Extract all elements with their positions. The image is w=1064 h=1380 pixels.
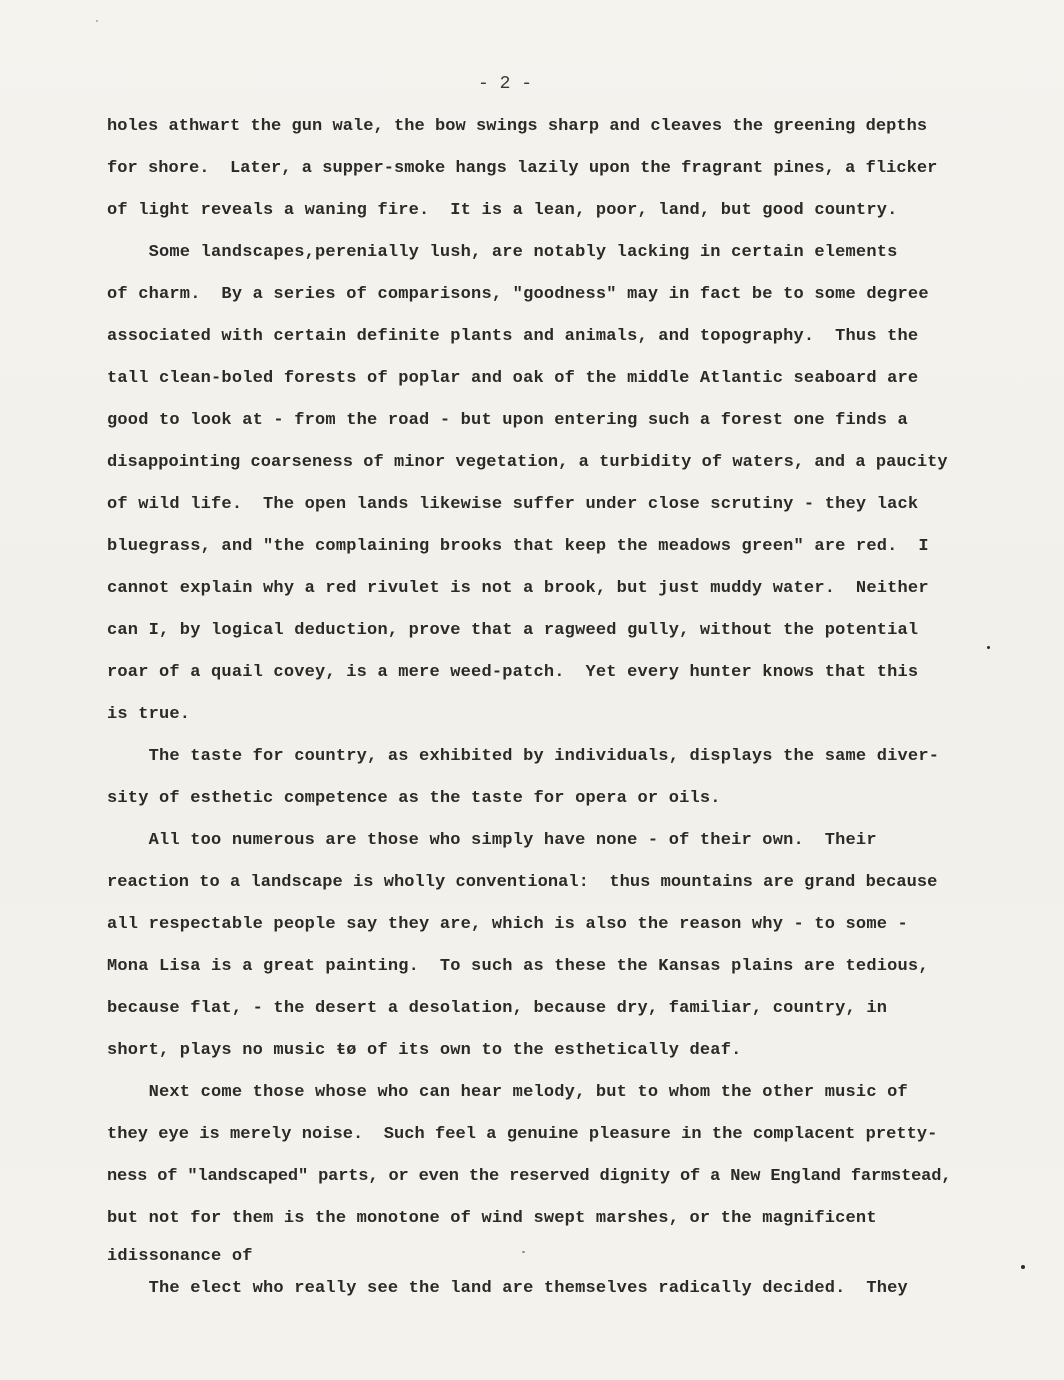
text-line: they eye is merely noise. Such feel a genuine pleasure in the complacent pretty- — [107, 1125, 938, 1144]
text-line: All too numerous are those who simply have none - of their own. Their — [107, 831, 877, 850]
text-line: associated with certain definite plants and animals, and topography. Thus the — [107, 327, 919, 346]
text-line: sity of esthetic competence as the taste for opera or oils. — [107, 789, 721, 808]
text-line: The elect who really see the land are themselves radically decided. They — [107, 1279, 908, 1298]
text-line: roar of a quail covey, is a mere weed-patch. Yet every hunter knows that this — [107, 663, 919, 682]
text-line: but not for them is the monotone of wind swept marshes, or the magnificent — [107, 1209, 877, 1228]
text-line: bluegrass, and "the complaining brooks that keep the meadows green" are red. I — [107, 537, 929, 556]
text-line: holes athwart the gun wale, the bow swings sharp and cleaves the greening depths — [107, 117, 928, 136]
text-line: of light reveals a waning fire. It is a lean, poor, land, but good country. — [107, 201, 898, 220]
text-line: because flat, - the desert a desolation, because dry, familiar, country, in — [107, 999, 888, 1018]
text-line: The taste for country, as exhibited by individuals, displays the same diver- — [107, 747, 940, 766]
text-line: for shore. Later, a supper-smoke hangs lazily upon the fragrant pines, a flicker — [107, 159, 938, 178]
text-line: all respectable people say they are, which is also the reason why - to some - — [107, 915, 908, 934]
page-number: - 2 - — [478, 74, 533, 94]
text-line: cannot explain why a red rivulet is not a brook, but just muddy water. Neither — [107, 579, 929, 598]
text-line: Some landscapes,perenially lush, are notably lacking in certain elements — [107, 243, 898, 262]
text-line: is true. — [107, 705, 191, 724]
text-line: good to look at - from the road - but upon entering such a forest one finds a — [107, 411, 908, 430]
text-line: idissonance of — [107, 1247, 253, 1266]
text-line: ness of "landscaped" parts, or even the reserved dignity of a New England farmstead, — [107, 1167, 952, 1186]
text-line: Next come those whose who can hear melody, but to whom the other music of — [107, 1083, 908, 1102]
text-line: of charm. By a series of comparisons, "goodness" may in fact be to some degree — [107, 285, 929, 304]
text-line: can I, by logical deduction, prove that a ragweed gully, without the potential — [107, 621, 919, 640]
text-line: reaction to a landscape is wholly conventional: thus mountains are grand because — [107, 873, 938, 892]
paper-speck — [96, 20, 98, 22]
paper-speck — [1021, 1265, 1025, 1269]
text-line: Mona Lisa is a great painting. To such as these the Kansas plains are tedious, — [107, 957, 929, 976]
text-line: tall clean-boled forests of poplar and oak of the middle Atlantic seaboard are — [107, 369, 919, 388]
paper-speck — [987, 646, 990, 649]
text-line: disappointing coarseness of minor vegetation, a turbidity of waters, and a paucity — [107, 453, 948, 472]
text-line: short, plays no music ŧø of its own to the esthetically deaf. — [107, 1041, 742, 1060]
paper-speck — [522, 1251, 525, 1253]
text-line: of wild life. The open lands likewise suffer under close scrutiny - they lack — [107, 495, 919, 514]
